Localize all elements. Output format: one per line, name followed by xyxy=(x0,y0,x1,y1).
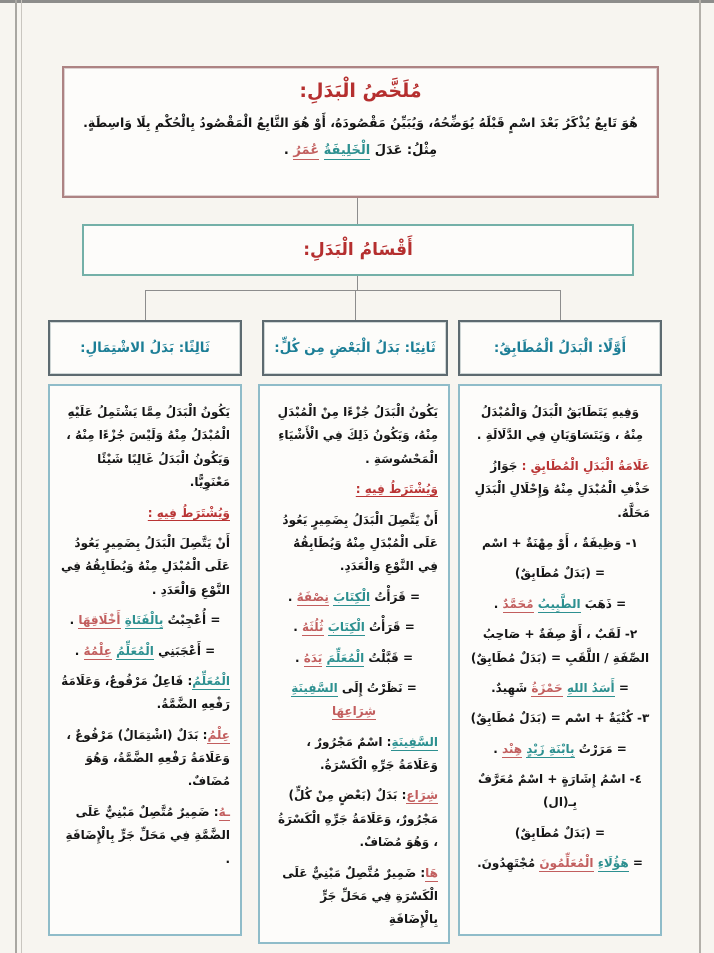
header-badal-ishtimal-label: ثَالِثًا: بَدَلُ الاشْتِمَالِ: xyxy=(80,340,210,356)
header-badal-mutabiq xyxy=(458,320,662,376)
ishtimal-example-2: = أَعْجَبَنِي الْمُعَلِّمُ عِلْمُهُ . xyxy=(74,643,216,658)
header-badal-mutabiq-label: أَوَّلًا: الْبَدَلُ الْمُطَابِقُ: xyxy=(493,340,627,356)
ishtimal-parse-muallim: الْمُعَلِّمُ: فَاعِلٌ مَرْفُوعٌ، وَعَلَامَةُ رَفْعِهِ الضَّمَّةُ. xyxy=(61,673,230,712)
summary-definition: هُوَ تَابِعٌ يُذْكَرُ بَعْدَ اسْمٍ قَبْلَهُ يُوَضِّحُهُ، وَيُبَيِّنُ مَقْصُودَهُ، أَوْ هُوَ التَّابِعُ الْمَقْصُودُ بِالْحُكْمِ بِلَا وَاسِطَةٍ. xyxy=(83,115,638,130)
connector-drop-first xyxy=(560,290,561,320)
header-badal-bad-min-kull xyxy=(262,320,448,376)
ishtimal-condition-text: أَنْ يَتَّصِلَ الْبَدَلُ بِضَمِيرٍ يَعُودُ عَلَى الْمُبْدَلِ مِنْهُ وَيُطَابِقُهُ فِي النَّوْعِ وَالْعَدَدِ . xyxy=(60,535,230,597)
mutabiq-example-1: = ذَهَبَ الطَّبِيبُ مُحَمَّدٌ . xyxy=(493,596,627,611)
mutabiq-sign-text: جَوَازُ حَذْفِ الْمُبْدَلِ مِنْهُ وَإِحْلَالِ الْبَدَلِ مَحَلَّهُ. xyxy=(474,458,650,520)
partial-example-4: = نَظَرْتُ إِلَى السَّفِينَةِ شِرَاعِهَا xyxy=(291,680,417,719)
photo-edge-right xyxy=(699,0,701,953)
partial-parse-ha: هَا: ضَمِيرٌ مُتَّصِلٌ مَبْنِيٌّ عَلَى الْكَسْرَةِ فِي مَحَلِّ جَرٍّ بِالْإِضَافَةِ xyxy=(282,865,438,927)
mutabiq-example-2: = أَسَدُ اللهِ حَمْزَةُ شَهِيدٌ. xyxy=(491,680,629,695)
partial-definition: يَكُونُ الْبَدَلُ جُزْءًا مِنْ الْمُبْدَلِ مِنْهُ، وَيَكُونُ ذَلِكَ فِي الْأَشْيَاءِ الْمَحْسُوسَةِ . xyxy=(277,405,438,466)
ishtimal-parse-ilm: عِلْمُ: بَدَلٌ (اشْتِمَالٌ) مَرْفُوعٌ ، وَعَلَامَةُ رَفْعِهِ الضَّمَّةُ، وَهُوَ مُضَافٌ. xyxy=(66,727,230,789)
photo-edge-top xyxy=(0,0,714,3)
mutabiq-rule-2: ٢- لَقَبٌ ، أَوْ صِفَةٌ + صَاحِبُ الصِّفَةِ / اللَّقَبِ = (بَدَلٌ مُطَابِقٌ) xyxy=(470,627,650,665)
ishtimal-example-1: = أُعْجِبْتُ بِالْفَتَاةِ أَخْلَاقِهَا . xyxy=(69,613,221,628)
partial-example-2: = قَرَأْتُ الْكِتَابَ ثُلُثَهُ . xyxy=(293,620,415,635)
partial-parse-shiraa: شِرَاع: بَدَلٌ (بَعْضٍ مِنْ كُلٍّ) مَجْرُورٌ، وَعَلَامَةُ جَرِّهِ الْكَسْرَةُ ، وَهُوَ مُضَافٌ. xyxy=(277,788,438,850)
example-period: . xyxy=(283,142,289,158)
connector-branch-bar xyxy=(145,290,560,291)
mutabiq-sign xyxy=(470,455,650,525)
mutabiq-definition: وَفِيهِ يَتَطَابَقُ الْبَدَلُ وَالْمُبْدَلُ مِنْهُ ، وَيَتَسَاوَيَانِ فِي الدَّلَالَةِ . xyxy=(476,405,644,443)
ishtimal-parse-hu: ـهُ: ضَمِيرٌ مُتَّصِلٌ مَبْنِيٌّ عَلَى الضَّمَّةِ فِي مَحَلِّ جَرٍّ بِالْإِضَافَةِ . xyxy=(65,804,230,866)
example-label: مِثْلُ: عَدَلَ xyxy=(374,142,438,158)
partial-condition-heading: وَيُشْتَرَطُ فِيهِ : xyxy=(355,482,438,497)
mutabiq-rule-4b: = (بَدَلٌ مُطَابِقٌ) xyxy=(514,825,606,840)
photo-edge-left-inner xyxy=(21,0,22,953)
partial-example-3: = قَبَّلْتُ الْمُعَلِّمَ يَدَهُ . xyxy=(295,650,413,665)
mutabiq-sign-label: عَلَامَةُ الْبَدَلِ الْمُطَابِقِ : xyxy=(521,458,650,473)
ishtimal-condition-heading: وَيُشْتَرَطُ فِيهِ : xyxy=(147,505,230,520)
connector-drop-third xyxy=(145,290,146,320)
mutabiq-rule-1b: = (بَدَلٌ مُطَابِقٌ) xyxy=(514,566,606,581)
sections-title: أَقْسَامُ الْبَدَلِ: xyxy=(303,240,413,260)
summary-title: مُلَخَّصُ الْبَدَلِ: xyxy=(299,80,422,102)
sections-box xyxy=(82,224,634,276)
ishtimal-definition: يَكُونُ الْبَدَلُ مِمَّا يَشْتَمِلُ عَلَيْهِ الْمُبْدَلُ مِنْهُ وَلَيْسَ جُزْءًا مِنْهُ ، وَيَكُونُ الْبَدَلُ غَالِبًا شَيْئًا مَعْنَوِيًّا. xyxy=(66,405,230,490)
body-badal-bad-min-kull xyxy=(258,384,450,944)
header-badal-bad-min-kull-label: ثَانِيًا: بَدَلُ الْبَعْضِ مِن كُلٍّ: xyxy=(274,340,436,356)
summary-box xyxy=(62,66,659,198)
partial-parse-safina: السَّفِينَةِ: اسْمٌ مَجْرُورٌ ، وَعَلَامَةُ جَرِّهِ الْكَسْرَةُ. xyxy=(306,734,438,773)
body-badal-mutabiq xyxy=(458,384,662,936)
mutabiq-rule-1: ١- وَظِيفَةٌ ، أَوْ مِهْنَةٌ + اسْم xyxy=(482,535,638,550)
connector-drop-second xyxy=(355,290,356,320)
mutabiq-rule-4: ٤- اسْمُ إِشَارَةٍ + اسْمٌ مُعَرَّفٌ بِـ(ال) xyxy=(478,772,642,810)
summary-example xyxy=(78,143,643,158)
example-badal: عُمَرُ xyxy=(293,142,320,158)
photo-edge-left xyxy=(15,0,17,953)
partial-example-1: = قَرَأْتُ الْكِتَابَ نِصْفَهُ . xyxy=(287,589,421,604)
mutabiq-example-3: = مَرَرْتُ بِابْنَةِ زَيْدٍ هِنْد . xyxy=(493,741,627,756)
partial-condition-text: أَنْ يَتَّصِلَ الْبَدَلُ بِضَمِيرٍ يَعُودُ عَلَى الْمُبْدَلِ مِنْهُ وَيُطَابِقُهُ فِي النَّوْعِ وَالْعَدَدِ. xyxy=(282,512,438,574)
connector-sections-stem xyxy=(357,276,358,290)
body-badal-ishtimal xyxy=(48,384,242,936)
header-badal-ishtimal xyxy=(48,320,242,376)
example-mubdal-minh: الْخَلِيفَةُ xyxy=(323,142,371,158)
mutabiq-example-4: = هَؤُلَاءِ الْمُعَلِّمُونَ مُجْتَهِدُونَ. xyxy=(477,856,643,871)
mutabiq-rule-3: ٣- كُنْيَةٌ + اسْم = (بَدَلٌ مُطَابِقٌ) xyxy=(470,711,650,726)
connector-summary-to-sections xyxy=(357,198,358,224)
